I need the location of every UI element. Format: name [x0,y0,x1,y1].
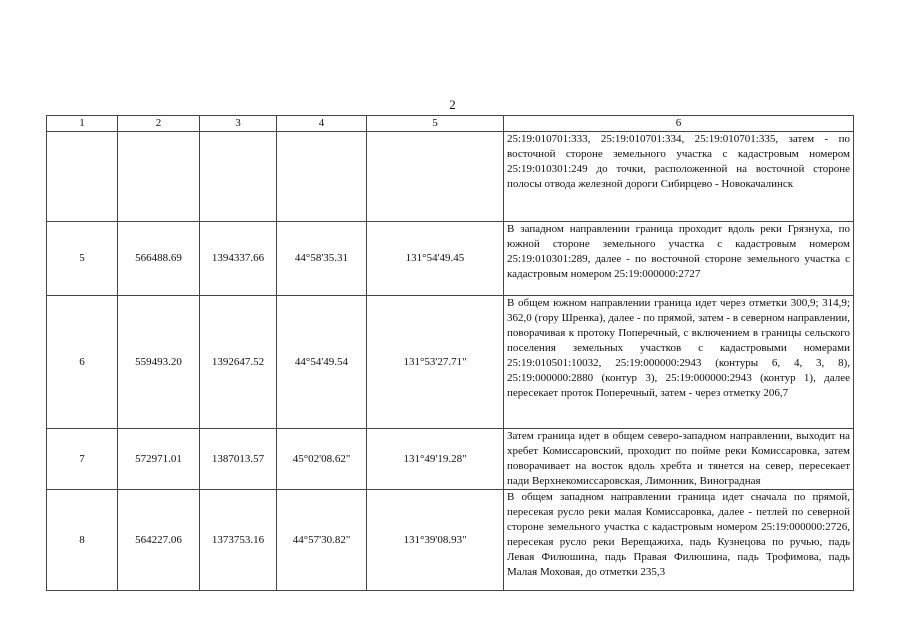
point-number-cell: 5 [47,222,118,296]
boundary-description-cell: В общем южном направлении граница идет через отметки 300,9; 314,9; 362,0 (гору Шренка), далее - по прямой, затем - в северном направлении, поворачивая к протоку Поперечный, с включением в границы сельского поселения земельных участков с кадастровыми номерами 25:19:010501:10032, 25:19:000000:2943 (контуры 6, 4, 3, 8), 25:19:000000:2880 (контур 3), 25:19:000000:2943 (контур 1), далее пересекает проток Поперечный, затем - через отметку 206,7 [504,296,854,429]
latitude-cell: 44°54'49.54 [277,296,367,429]
table-row [47,222,854,296]
point-number-cell: 6 [47,296,118,429]
table-row [47,296,854,429]
longitude-cell: 131°54'49.45 [367,222,504,296]
boundary-description-cell: 25:19:010701:333, 25:19:010701:334, 25:19:010701:335, затем - по восточной стороне земельного участка с кадастровым номером 25:19:010301:249 до точки, расположенной на восточной стороне полосы отвода железной дороги Сибирцево - Новокачалинск [504,132,854,222]
boundary-description-cell: В общем западном направлении граница идет сначала по прямой, пересекая русло реки малая Комиссаровка, далее - петлей по северной стороне земельного участка с кадастровым номером 25:19:000000:2726, пересекая русло реки Верещажиха, падь Кузнецова по ручью, падь Левая Филюшина, падь Правая Филюшина, падь Трофимова, падь Малая Моховая, до отметки 235,3 [504,490,854,591]
column-header: 3 [200,116,277,132]
x-coordinate-cell: 566488.69 [118,222,200,296]
column-header: 4 [277,116,367,132]
table-row [47,490,854,591]
latitude-cell [277,132,367,222]
x-coordinate-cell [118,132,200,222]
boundary-description-cell: В западном направлении граница проходит вдоль реки Грязнуха, по южной стороне земельного участка с кадастровым номером 25:19:010301:289, далее - по восточной стороне земельного участка с кадастровым номером 25:19:000000:2727 [504,222,854,296]
x-coordinate-cell: 572971.01 [118,429,200,490]
point-number-cell: 7 [47,429,118,490]
column-header: 5 [367,116,504,132]
page-number: 2 [449,97,456,112]
table-row [47,132,854,222]
longitude-cell: 131°49'19.28" [367,429,504,490]
table-row [47,429,854,490]
x-coordinate-cell: 564227.06 [118,490,200,591]
longitude-cell: 131°39'08.93" [367,490,504,591]
y-coordinate-cell: 1387013.57 [200,429,277,490]
column-header: 2 [118,116,200,132]
boundary-description-cell: Затем граница идет в общем северо-западном направлении, выходит на хребет Комиссаровский, проходит по пойме реки Комиссаровка, затем поворачивает на восток вдоль хребта и тянется на север, пересекает пади Верхнекомиссаровская, Лимонник, Виноградная [504,429,854,490]
latitude-cell: 44°57'30.82" [277,490,367,591]
y-coordinate-cell: 1392647.52 [200,296,277,429]
x-coordinate-cell: 559493.20 [118,296,200,429]
point-number-cell: 8 [47,490,118,591]
table-header-row [47,116,854,132]
column-header: 6 [504,116,854,132]
longitude-cell: 131°53'27.71" [367,296,504,429]
boundary-points-table [46,115,854,591]
column-header: 1 [47,116,118,132]
y-coordinate-cell [200,132,277,222]
y-coordinate-cell: 1394337.66 [200,222,277,296]
latitude-cell: 44°58'35.31 [277,222,367,296]
latitude-cell: 45°02'08.62" [277,429,367,490]
point-number-cell [47,132,118,222]
y-coordinate-cell: 1373753.16 [200,490,277,591]
longitude-cell [367,132,504,222]
